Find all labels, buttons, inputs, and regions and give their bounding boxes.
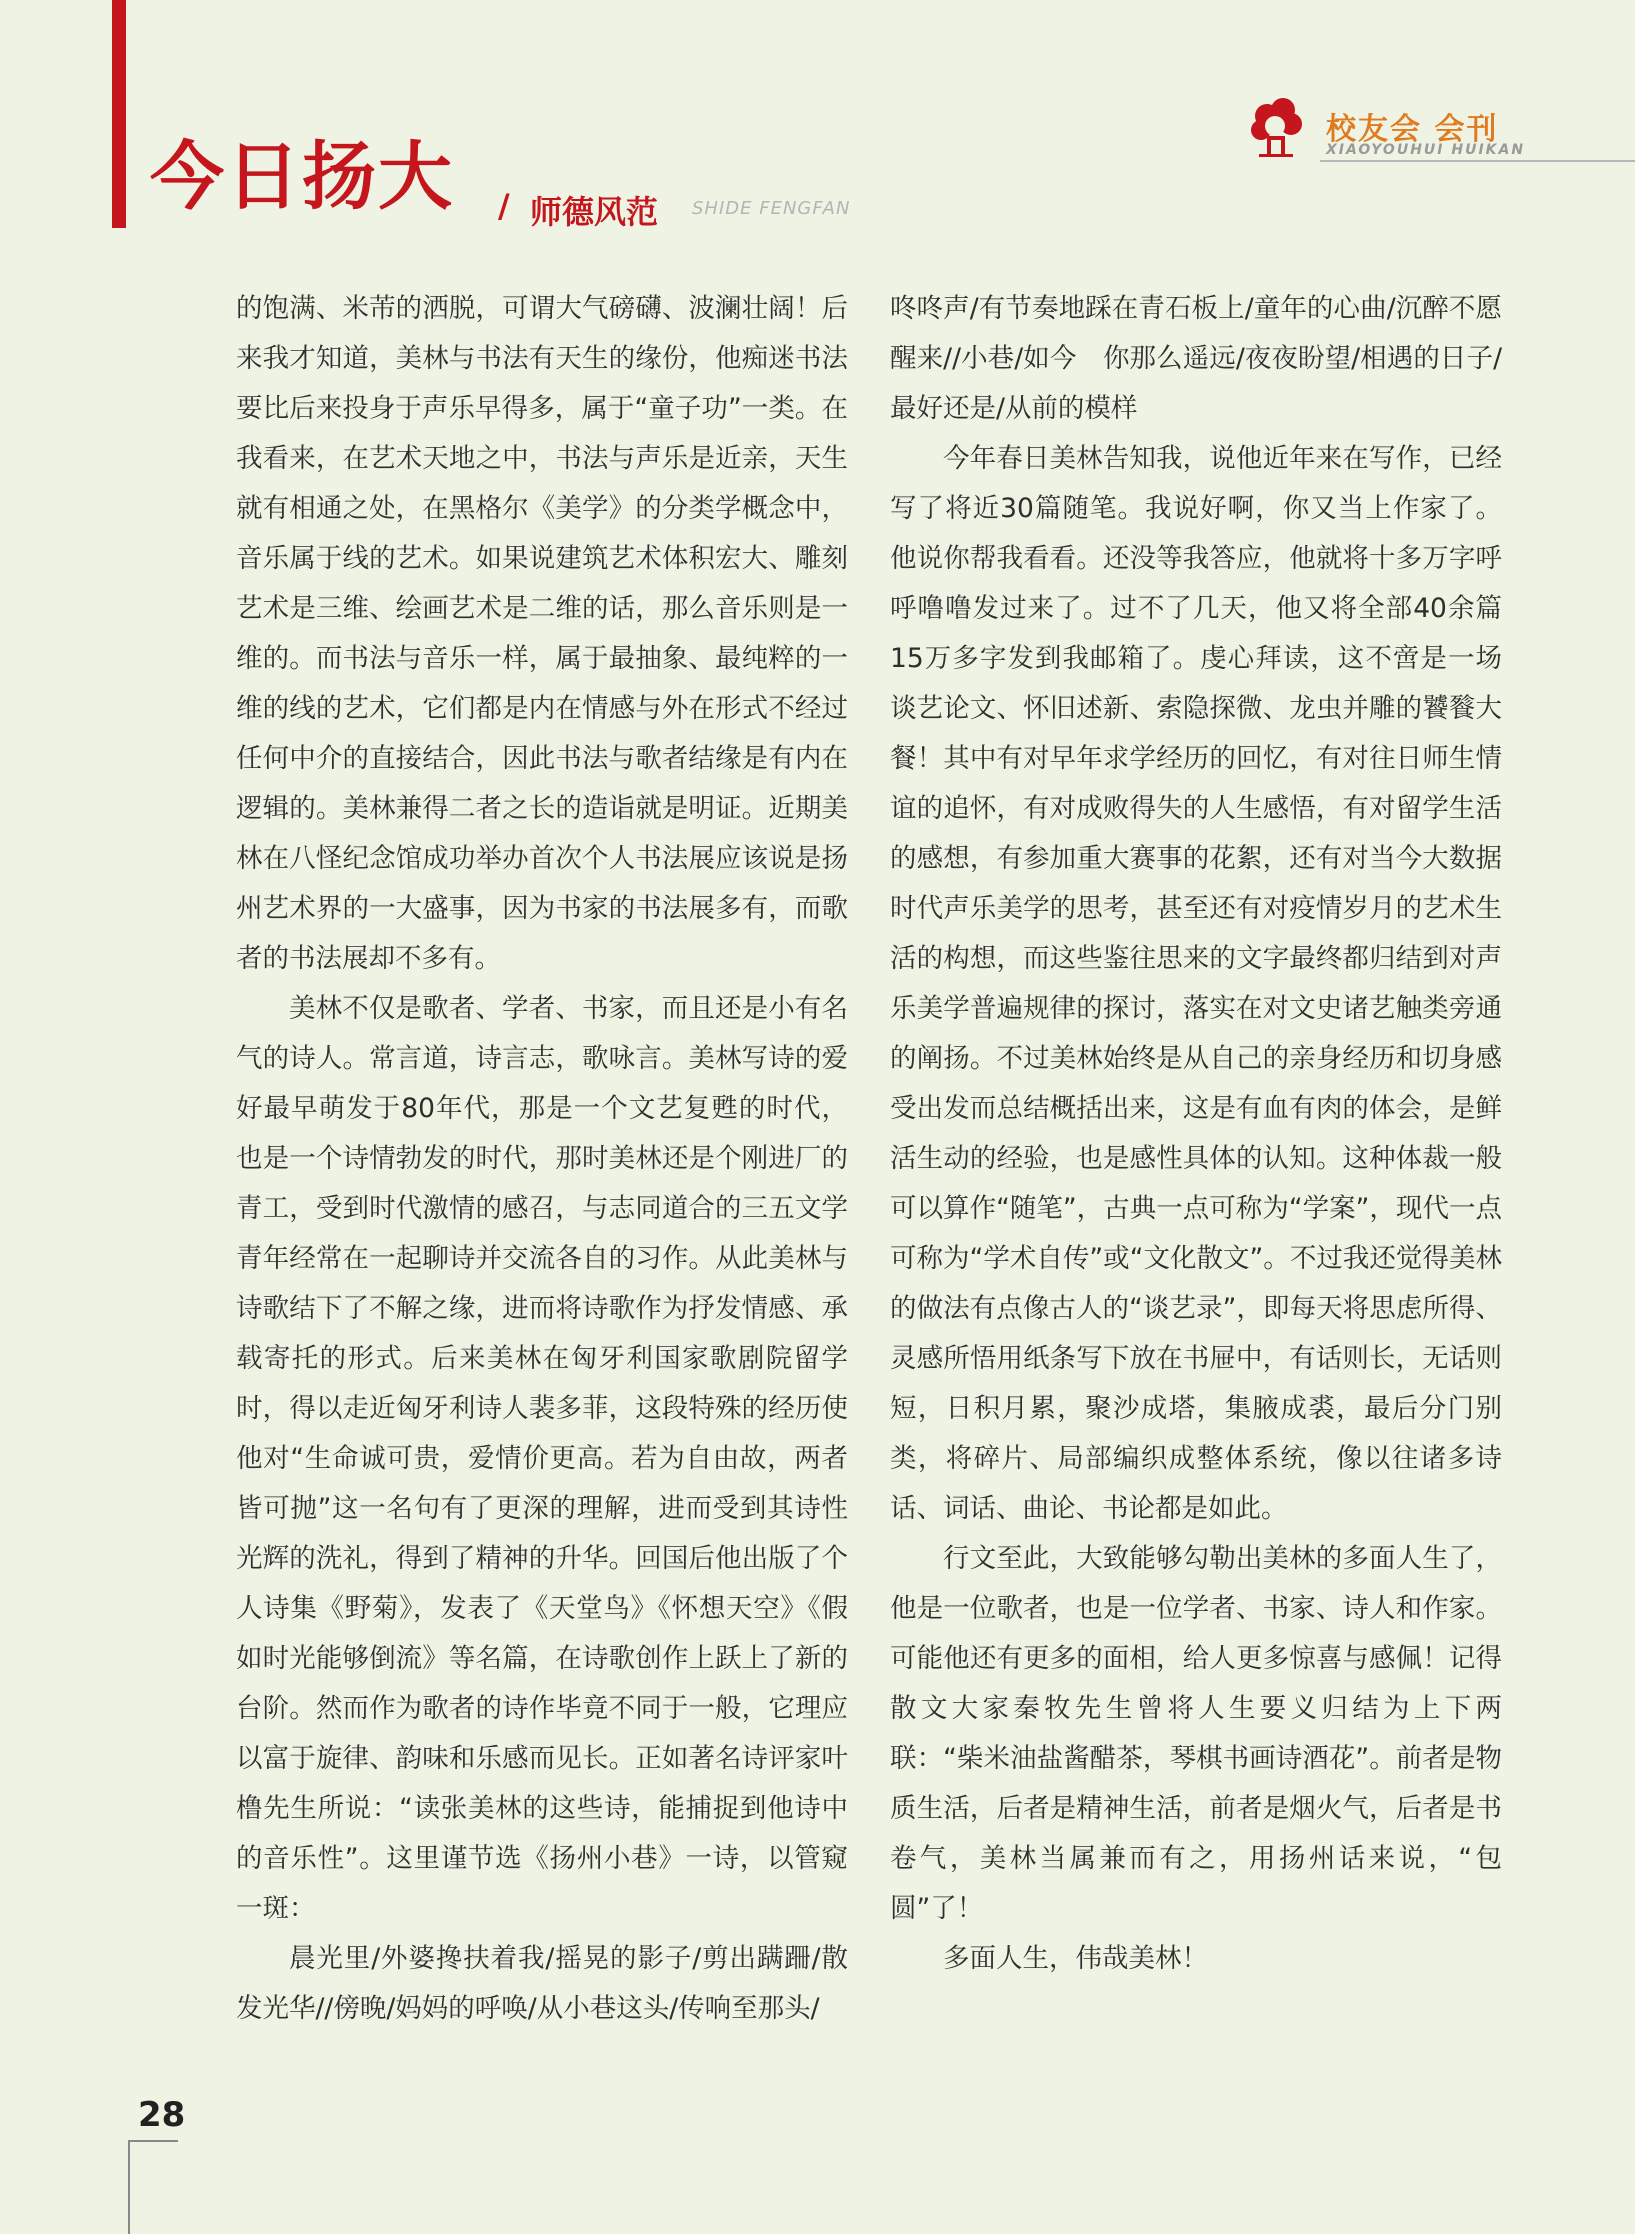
closing-line: 多面人生，伟哉美林！ [943,1943,1208,1974]
paragraph: 今年春日美林告知我，说他近年来在写作，已经写了将近30篇随笔。我说好啊，你又当上作家了。他说你帮我看看。还没等我答应，他就将十多万字呼呼噜噜发过来了。过不了几天，他又将全部40余篇15万多字发到我邮箱了。虔心拜读，这不啻是一场谈艺论文、怀旧述新、索隐探微、龙虫并雕的饕餮大餐！其中有对早年求学经历的回忆，有对往日师生情谊的追怀，有对成败得失的人生感悟，有对留学生活的感想，有参加重大赛事的花絮，还有对当今大数据时代声乐美学的思考，甚至还有对疫情岁月的艺术生活的构想，而这些鉴往思来的文字最终都归结到对声乐美学普遍规律的探讨，落实在对文史诸艺触类旁通的阐扬。不过美林始终是从自己的亲身经历和切身感受出发而总结概括出来，这是有血有肉的体会，是鲜活生动的经验，也是感性具体的认知。这种体裁一般可以算作“随笔”，古典一点可称为“学案”，现代一点可称为“学术自传”或“文化散文”。不过我还觉得美林的做法有点像古人的“谈艺录”，即每天将思虑所得、灵感所悟用纸条写下放在书屉中，有话则长，无话则短，日积月累，聚沙成塔，集腋成裘，最后分门别类，将碎片、局部编织成整体系统，像以往诸多诗话、词话、曲论、书论都是如此。 [890,443,1502,1524]
masthead-red-bar [112,0,126,228]
journal-brand-pinyin: XIAOYOUHUI HUIKAN [1326,142,1526,158]
section-title: 师德风范 [530,193,659,231]
article-right-column [890,284,1502,1984]
paragraph: 的饱满、米芾的洒脱，可谓大气磅礴、波澜壮阔！后来我才知道，美林与书法有天生的缘份，他痴迷书法要比后来投身于声乐早得多，属于“童子功”一类。在我看来，在艺术天地之中，书法与声乐是近亲，天生就有相通之处，在黑格尔《美学》的分类学概念中，音乐属于线的艺术。如果说建筑艺术体积宏大、雕刻艺术是三维、绘画艺术是二维的话，那么音乐则是一维的。而书法与音乐一样，属于最抽象、最纯粹的一维的线的艺术，它们都是内在情感与外在形式不经过任何中介的直接结合，因此书法与歌者结缘是有内在逻辑的。美林兼得二者之长的造诣就是明证。近期美林在八怪纪念馆成功举办首次个人书法展应该说是扬州艺术界的一大盛事，因为书家的书法展多有，而歌者的书法展却不多有。 [236,293,848,974]
article-left-column [236,284,848,2034]
alumni-association-logo-icon [1245,96,1309,160]
poem-excerpt: 晨光里/外婆搀扶着我/摇晃的影子/剪出蹒跚/散发光华//傍晚/妈妈的呼唤/从小巷这头/传响至那头/ [236,1943,848,2024]
poem-excerpt-continued: 咚咚声/有节奏地踩在青石板上/童年的心曲/沉醉不愿醒来//小巷/如今 你那么遥远/夜夜盼望/相遇的日子/最好还是/从前的模样 [890,293,1502,424]
footer-corner-rule [128,2140,130,2234]
paragraph: 美林不仅是歌者、学者、书家，而且还是小有名气的诗人。常言道，诗言志，歌咏言。美林写诗的爱好最早萌发于80年代，那是一个文艺复甦的时代，也是一个诗情勃发的时代，那时美林还是个刚进厂的青工，受到时代激情的感召，与志同道合的三五文学青年经常在一起聊诗并交流各自的习作。从此美林与诗歌结下了不解之缘，进而将诗歌作为抒发情感、承载寄托的形式。后来美林在匈牙利国家歌剧院留学时，得以走近匈牙利诗人裴多菲，这段特殊的经历使他对“生命诚可贵，爱情价更高。若为自由故，两者皆可抛”这一名句有了更深的理解，进而受到其诗性光辉的洗礼，得到了精神的升华。回国后他出版了个人诗集《野菊》，发表了《天堂鸟》《怀想天空》《假如时光能够倒流》等名篇，在诗歌创作上跃上了新的台阶。然而作为歌者的诗作毕竟不同于一般，它理应以富于旋律、韵味和乐感而见长。正如著名诗评家叶橹先生所说：“读张美林的这些诗，能捕捉到他诗中的音乐性”。这里谨节选《扬州小巷》一诗，以管窥一斑： [236,993,848,1924]
masthead-title: 今日扬大 [150,134,454,220]
section-title-pinyin: SHIDE FENGFAN [692,198,851,219]
journal-brand-name: 校友会 会刊 [1326,112,1499,147]
paragraph: 行文至此，大致能够勾勒出美林的多面人生了，他是一位歌者，也是一位学者、书家、诗人和作家。可能他还有更多的面相，给人更多惊喜与感佩！记得散文大家秦牧先生曾将人生要义归结为上下两联：“柴米油盐酱醋茶，琴棋书画诗酒花”。前者是物质生活，后者是精神生活，前者是烟火气，后者是书卷气，美林当属兼而有之，用扬州话来说，“包圆”了！ [890,1543,1502,1924]
section-divider-slash: / [498,187,510,225]
page-number: 28 [138,2095,186,2135]
header-rule [1320,160,1635,162]
footer-corner-rule [128,2140,178,2142]
